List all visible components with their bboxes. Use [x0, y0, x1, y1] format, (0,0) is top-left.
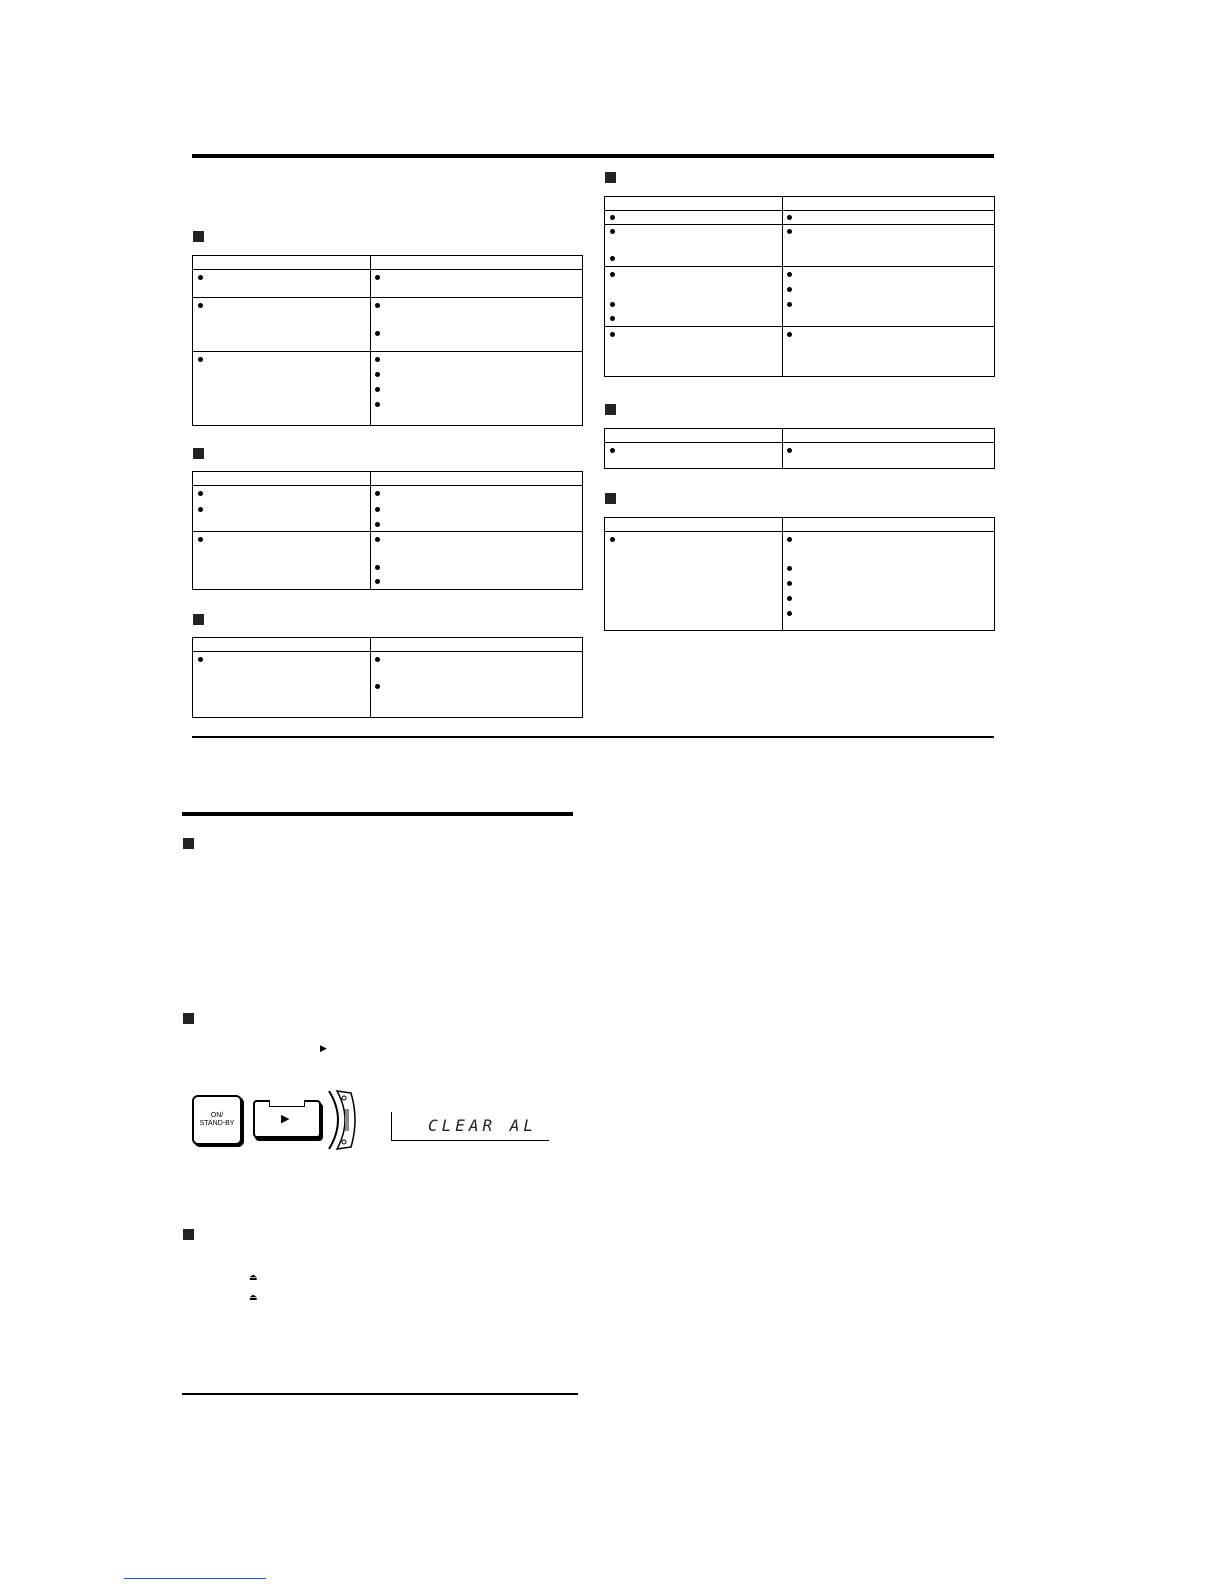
top-rule: [192, 154, 994, 158]
section-marker-4: [605, 172, 616, 183]
play-button-slot: [269, 1100, 305, 1107]
lower-section-rule: [182, 812, 573, 816]
troubleshoot-table-5: [604, 428, 995, 469]
lcd-display: [391, 1112, 549, 1141]
play-icon: ▶: [281, 1113, 290, 1125]
play-symbol: ▶: [320, 1043, 327, 1053]
section-marker-5: [605, 404, 616, 415]
section-marker-6: [605, 493, 616, 504]
on-standby-button: [192, 1095, 242, 1145]
troubleshoot-table-3: [192, 637, 583, 718]
section-marker-3: [193, 614, 204, 625]
section-marker-9: [183, 1229, 194, 1240]
on-standby-label-1: ON/: [210, 1112, 224, 1119]
troubleshoot-table-6: [604, 517, 995, 631]
play-button: [253, 1100, 321, 1138]
volume-knob-icon: [325, 1089, 359, 1151]
display-readout: CLEAR AL: [427, 1116, 537, 1135]
section-marker-1: [193, 231, 204, 242]
on-standby-label-2: STAND-BY: [199, 1120, 235, 1127]
section-marker-2: [193, 448, 204, 459]
bottom-rule: [182, 1393, 578, 1395]
section-marker-8: [183, 1013, 194, 1024]
eject-icon-1: ⏏: [249, 1272, 258, 1282]
section-marker-7: [183, 838, 194, 849]
footer-link-underline[interactable]: [124, 1578, 266, 1579]
middle-rule: [192, 736, 994, 738]
troubleshoot-table-1: [192, 255, 583, 426]
troubleshoot-table-4: [604, 196, 995, 377]
eject-icon-2: ⏏: [249, 1292, 258, 1302]
troubleshoot-table-2: [192, 471, 583, 590]
